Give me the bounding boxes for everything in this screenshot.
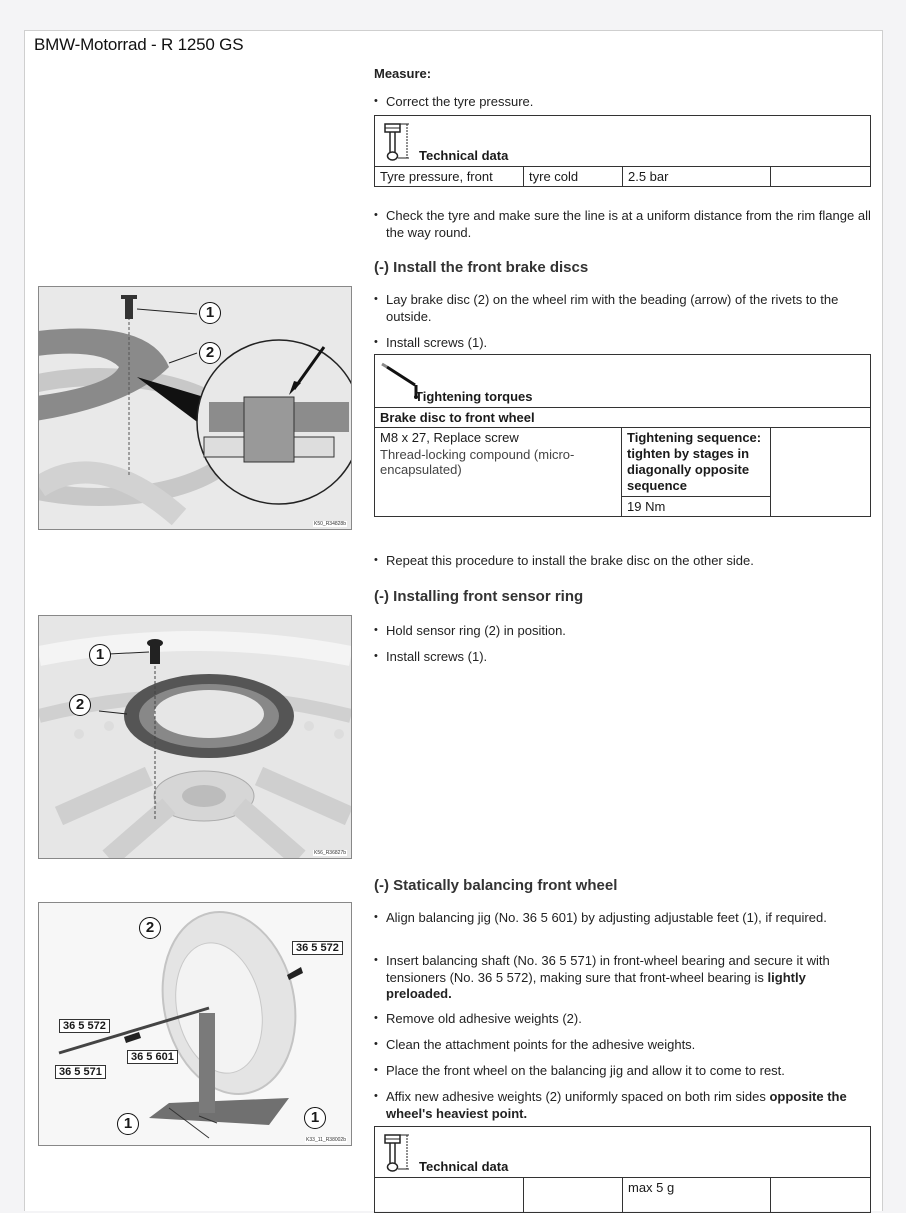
manual-page: [24, 30, 883, 1211]
figure-code: K33_11_R38002b: [306, 1137, 346, 1143]
torque-value: 19 Nm: [622, 497, 771, 517]
torque-screw-cell: [375, 428, 622, 517]
step-text: Affix new adhesive weights (2) uniformly spaced on both rim sides: [386, 1089, 770, 1104]
tyre-pressure-value: 2.5 bar: [623, 167, 771, 187]
brake-disc-illustration: [39, 287, 351, 529]
table-row: [375, 1178, 871, 1213]
piston-measure-icon: [383, 121, 419, 165]
table-row: [375, 428, 871, 497]
section-heading-balancing: (-) Statically balancing front wheel: [374, 877, 618, 894]
step-lay-brake-disc: • Lay brake disc (2) on the wheel rim with the beading (arrow) of the rivets to the outside.: [374, 292, 871, 325]
technical-data-table-tyre: [374, 115, 871, 187]
step-repeat-other-side: • Repeat this procedure to install the brake disc on the other side.: [374, 553, 871, 570]
tightening-torques-header: [375, 355, 871, 408]
tightening-torques-title: Tightening torques: [415, 389, 533, 404]
callout-2: 2: [139, 917, 161, 939]
step-place-wheel: [374, 1063, 871, 1080]
measure-label: Measure:: [374, 66, 432, 81]
tightening-sequence: Tightening sequence: tighten by stages in diagonally opposite sequence: [622, 428, 771, 497]
callout-2: 2: [199, 342, 221, 364]
piston-measure-icon: [383, 1132, 419, 1176]
tool-label-tensioner-right: 36 5 572: [292, 941, 343, 955]
tyre-pressure-extra: [771, 167, 871, 187]
callout-1-right: 1: [304, 1107, 326, 1129]
step-insert-shaft: [374, 953, 871, 1003]
technical-data-header: [375, 116, 871, 167]
section-heading-sensor-ring: (-) Installing front sensor ring: [374, 588, 584, 605]
step-text: Place the front wheel on the balancing jig and allow it to come to rest.: [386, 1063, 785, 1078]
step-install-sensor-screws: • Install screws (1).: [374, 649, 871, 666]
figure-code: K50_R34828b: [314, 521, 346, 527]
tool-label-jig: 36 5 601: [127, 1050, 178, 1064]
callout-1-left: 1: [117, 1113, 139, 1135]
step-clean-attachment: [374, 1037, 871, 1054]
step-text: Clean the attachment points for the adhesive weights.: [386, 1037, 696, 1052]
tyre-pressure-item: Tyre pressure, front: [375, 167, 524, 187]
step-emphasis: opposite the wheel's heaviest point.: [386, 1089, 847, 1121]
step-install-screws: • Install screws (1).: [374, 335, 871, 352]
sensor-ring-illustration: [39, 616, 351, 858]
thread-locking-compound: Thread-locking compound (micro-encapsulated): [380, 447, 575, 477]
torque-subheader: Brake disc to front wheel: [375, 408, 871, 428]
weight-extra: [771, 1178, 871, 1213]
step-text: Remove old adhesive weights (2).: [386, 1011, 582, 1026]
sensor-ring-figure: [38, 615, 352, 859]
step-align-jig: [374, 910, 871, 927]
weight-item: [375, 1178, 524, 1213]
tool-label-tensioner-left: 36 5 572: [59, 1019, 110, 1033]
tyre-pressure-condition: tyre cold: [524, 167, 623, 187]
section-heading-brake-discs: (-) Install the front brake discs: [374, 259, 589, 276]
step-text: Align balancing jig (No. 36 5 601) by adjusting adjustable feet (1), if required.: [386, 910, 827, 925]
callout-2: 2: [69, 694, 91, 716]
document-title: BMW-Motorrad - R 1250 GS: [34, 35, 244, 54]
technical-data-title: Technical data: [419, 148, 509, 163]
brake-disc-figure: [38, 286, 352, 530]
technical-data-header: [375, 1127, 871, 1178]
torque-extra-cell: [771, 428, 871, 517]
step-text: Insert balancing shaft (No. 36 5 571) in front-wheel bearing and secure it with tensioners (No. 36 5 572), making sure that front-wheel bearing is: [386, 953, 830, 985]
figure-code: K56_R36827b: [314, 850, 346, 856]
balancing-figure: [38, 902, 352, 1146]
tool-label-shaft: 36 5 571: [55, 1065, 106, 1079]
step-remove-weights: [374, 1011, 871, 1028]
max-weight-value: max 5 g: [623, 1178, 771, 1213]
step-affix-weights: [374, 1089, 871, 1122]
step-hold-sensor-ring: • Hold sensor ring (2) in position.: [374, 623, 871, 640]
technical-data-title: Technical data: [419, 1159, 509, 1174]
step-check-tyre-line: • Check the tyre and make sure the line is at a uniform distance from the rim flange all the way round.: [374, 208, 871, 241]
step-emphasis: lightly preloaded.: [386, 969, 806, 1001]
step-correct-tyre-pressure: • Correct the tyre pressure.: [374, 94, 871, 111]
callout-1: 1: [199, 302, 221, 324]
screw-spec: M8 x 27, Replace screw: [380, 430, 519, 445]
weight-condition: [524, 1178, 623, 1213]
table-row: [375, 167, 871, 187]
tightening-torques-table: [374, 354, 871, 517]
callout-1: 1: [89, 644, 111, 666]
